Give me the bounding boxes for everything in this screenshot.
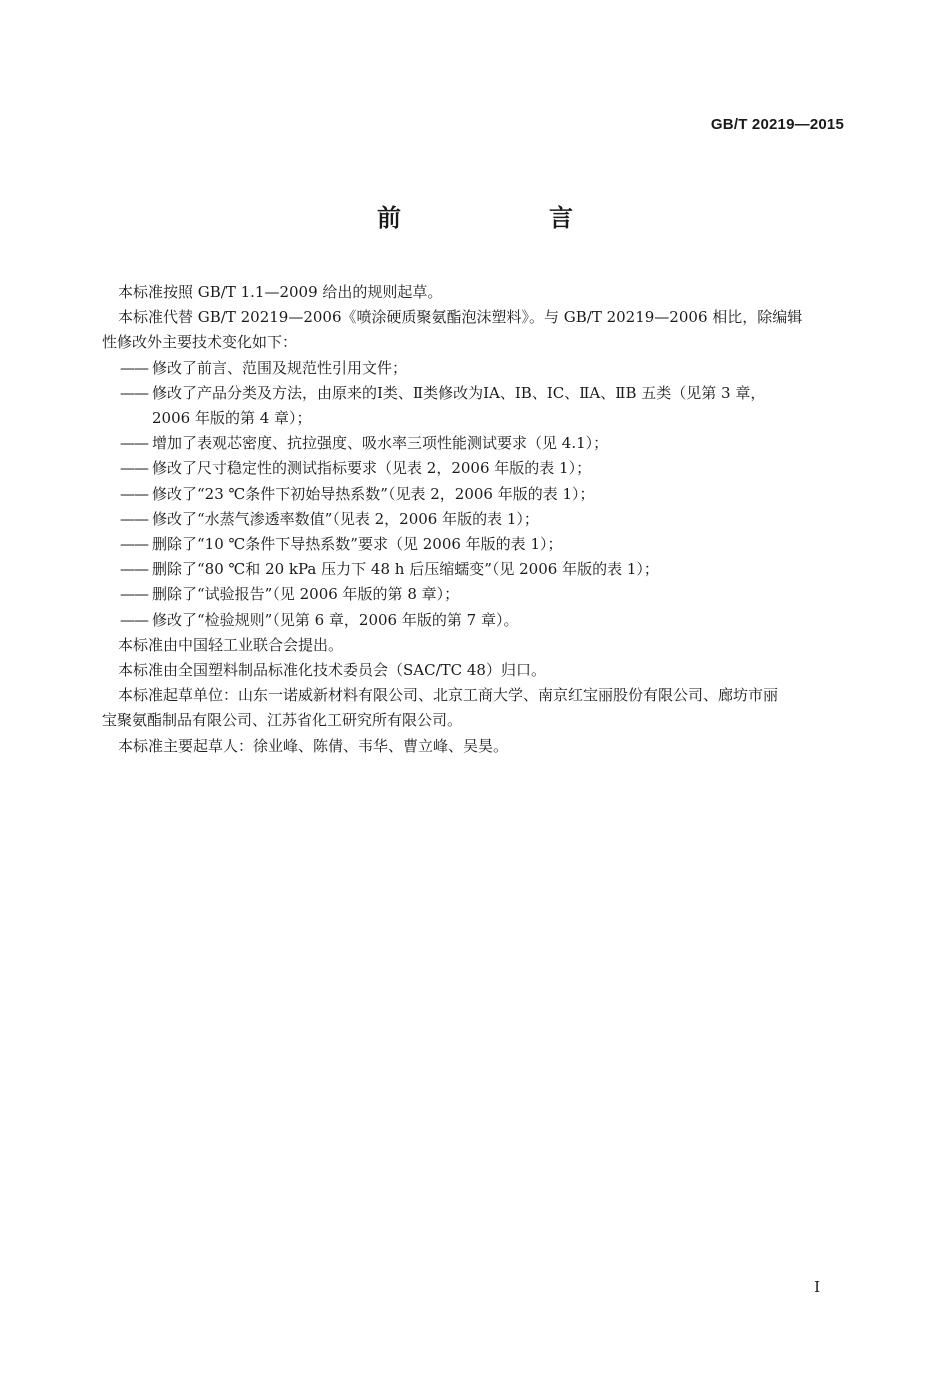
dash-marker: —— <box>120 484 148 503</box>
paragraph-replacement-line1: 本标准代替 GB/T 20219—2006《喷涂硬质聚氨酯泡沫塑料》。与 GB/T 20219—2006 相比，除编辑 <box>118 308 803 327</box>
list-item-text: 删除了“试验报告”（见 2006 年版的第 8 章）； <box>152 585 460 604</box>
page-title: 前 言 <box>377 204 635 232</box>
list-item <box>118 356 846 381</box>
paragraph-drafting-units-line2-text: 宝聚氨酯制品有限公司、江苏省化工研究所有限公司。 <box>102 711 463 730</box>
list-item <box>118 608 846 633</box>
dash-marker: —— <box>120 610 148 629</box>
standard-code: GB/T 20219—2015 <box>710 116 844 133</box>
list-item-cont-text: 2006 年版的第 4 章）； <box>152 409 312 428</box>
dash-marker: —— <box>120 509 148 528</box>
list-item-text: 增加了表观芯密度、抗拉强度、吸水率三项性能测试要求（见 4.1）； <box>152 434 609 453</box>
list-item-text: 修改了前言、范围及规范性引用文件； <box>152 358 408 377</box>
list-item <box>118 482 846 507</box>
list-item <box>118 456 846 481</box>
list-item <box>118 532 846 557</box>
paragraph-replacement-line2-text: 性修改外主要技术变化如下： <box>102 333 298 352</box>
list-item <box>118 557 846 582</box>
foreword-body <box>102 280 846 759</box>
dash-marker: —— <box>120 459 148 478</box>
list-item-text: 修改了“23 ℃条件下初始导热系数”（见表 2，2006 年版的表 1）； <box>152 484 595 503</box>
dash-marker: —— <box>120 383 148 402</box>
list-item <box>118 582 846 607</box>
paragraph-proposer: 本标准由中国轻工业联合会提出。 <box>118 635 344 654</box>
dash-marker: —— <box>120 434 148 453</box>
dash-marker: —— <box>120 585 148 604</box>
list-item-text: 修改了产品分类及方法，由原来的Ⅰ类、Ⅱ类修改为ⅠA、ⅠB、ⅠC、ⅡA、ⅡB 五类（见第 3 章， <box>152 383 766 402</box>
paragraph-committee: 本标准由全国塑料制品标准化技术委员会（SAC/TC 48）归口。 <box>118 661 546 680</box>
list-item-text: 删除了“80 ℃和 20 kPa 压力下 48 h 后压缩蠕变”（见 2006 年版的表 1）； <box>152 560 659 579</box>
list-item <box>118 381 846 406</box>
list-item-continuation <box>118 406 846 431</box>
list-item-text: 修改了“水蒸气渗透率数值”（见表 2，2006 年版的表 1）； <box>152 509 539 528</box>
paragraph-drafting-rules: 本标准按照 GB/T 1.1—2009 给出的规则起草。 <box>118 283 443 301</box>
dash-marker: —— <box>120 560 148 579</box>
page-number: I <box>814 1278 820 1296</box>
list-item-text: 修改了尺寸稳定性的测试指标要求（见表 2，2006 年版的表 1）； <box>152 459 592 478</box>
paragraph-drafters: 本标准主要起草人：徐业峰、陈倩、韦华、曹立峰、吴昊。 <box>118 736 509 755</box>
list-item-text: 修改了“检验规则”（见第 6 章，2006 年版的第 7 章）。 <box>152 610 519 629</box>
dash-marker: —— <box>120 535 148 554</box>
paragraph-replacement-line2 <box>102 330 846 355</box>
dash-marker: —— <box>120 358 148 377</box>
list-item <box>118 507 846 532</box>
list-item-text: 删除了“10 ℃条件下导热系数”要求（见 2006 年版的表 1）； <box>152 535 563 554</box>
list-item <box>118 431 846 456</box>
paragraph-drafting-units-line2 <box>102 708 846 733</box>
paragraph-drafting-units-line1: 本标准起草单位：山东一诺威新材料有限公司、北京工商大学、南京红宝丽股份有限公司、廊坊市丽 <box>118 686 779 705</box>
